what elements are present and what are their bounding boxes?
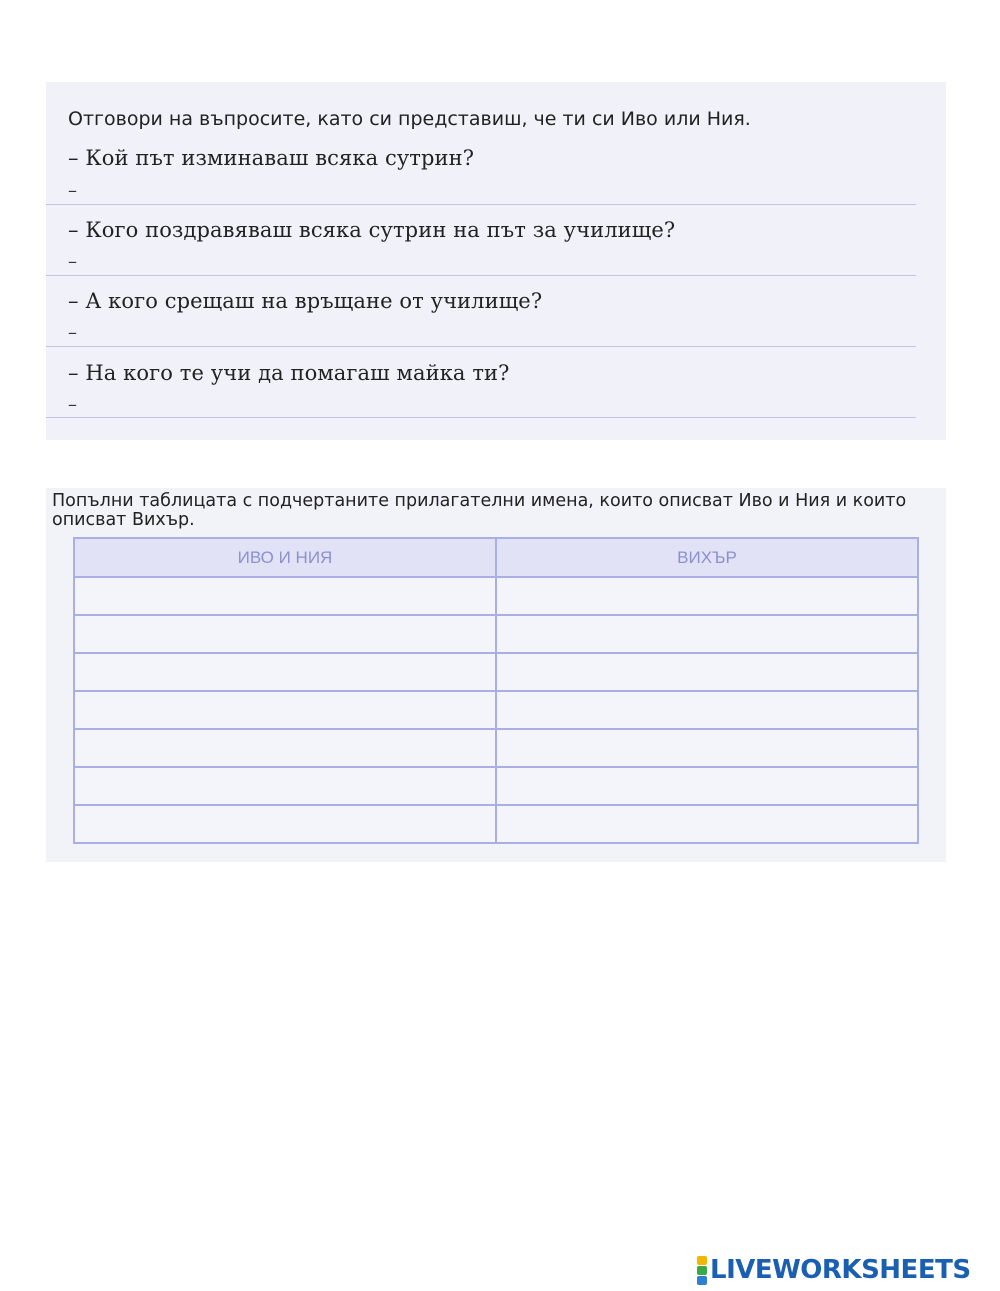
question-1: – Кой път изминаваш всяка сутрин? [68,146,475,170]
logo-block [697,1256,707,1265]
cell-input-ivo-niya[interactable] [75,692,495,728]
table-cell [74,615,496,653]
cell-input-vihar[interactable] [497,806,917,842]
answer-dash: – [68,322,77,343]
cell-input-ivo-niya[interactable] [75,768,495,804]
table-cell [74,691,496,729]
question-3: – А кого срещаш на връщане от училище? [68,289,543,313]
answer-dash: – [68,180,77,201]
table-cell [496,729,918,767]
question-4: – На кого те учи да помагаш майка ти? [68,361,510,385]
divider [46,275,916,276]
table-row [74,615,918,653]
table-row [74,729,918,767]
answer-input-1[interactable] [82,178,916,206]
table-cell [74,653,496,691]
logo-block [697,1276,707,1285]
questions-instruction: Отговори на въпросите, като си представиш, че ти си Иво или Ния. [68,108,751,130]
answer-row-4 [68,392,916,420]
divider [46,417,916,418]
table-row [74,767,918,805]
table-panel [46,488,946,862]
liveworksheets-logo-icon [697,1256,707,1285]
cell-input-vihar[interactable] [497,768,917,804]
answer-row-1 [68,178,916,206]
table-cell [74,729,496,767]
table-cell [74,767,496,805]
questions-panel [46,82,946,440]
table-cell [496,615,918,653]
answer-row-2 [68,249,916,277]
cell-input-vihar[interactable] [497,654,917,690]
cell-input-ivo-niya[interactable] [75,654,495,690]
cell-input-ivo-niya[interactable] [75,578,495,614]
answer-input-2[interactable] [82,249,916,277]
table-cell [496,691,918,729]
table-cell [496,577,918,615]
cell-input-ivo-niya[interactable] [75,616,495,652]
brand-name: LIVEWORKSHEETS [710,1255,971,1285]
table-cell [74,805,496,843]
table-row [74,805,918,843]
cell-input-ivo-niya[interactable] [75,730,495,766]
table-cell [496,805,918,843]
table-row [74,577,918,615]
column-header-vihar: ВИХЪР [496,538,918,577]
answer-dash: – [68,394,77,415]
divider [46,204,916,205]
table-header-row [74,538,918,577]
liveworksheets-brand[interactable] [697,1255,971,1285]
cell-input-vihar[interactable] [497,730,917,766]
cell-input-ivo-niya[interactable] [75,806,495,842]
answer-row-3 [68,320,916,348]
logo-block [697,1266,707,1275]
cell-input-vihar[interactable] [497,692,917,728]
table-row [74,653,918,691]
cell-input-vihar[interactable] [497,616,917,652]
table-row [74,691,918,729]
adjectives-table [73,537,919,844]
question-2: – Кого поздравяваш всяка сутрин на път за училище? [68,218,676,242]
table-cell [496,767,918,805]
column-header-ivo-niya: ИВО И НИЯ [74,538,496,577]
answer-input-4[interactable] [82,392,916,420]
table-instruction: Попълни таблицата с подчертаните прилагателни имена, които описват Иво и Ния и които описват Вихър. [52,491,907,530]
cell-input-vihar[interactable] [497,578,917,614]
table-cell [74,577,496,615]
answer-dash: – [68,251,77,272]
table-cell [496,653,918,691]
divider [46,346,916,347]
answer-input-3[interactable] [82,320,916,348]
